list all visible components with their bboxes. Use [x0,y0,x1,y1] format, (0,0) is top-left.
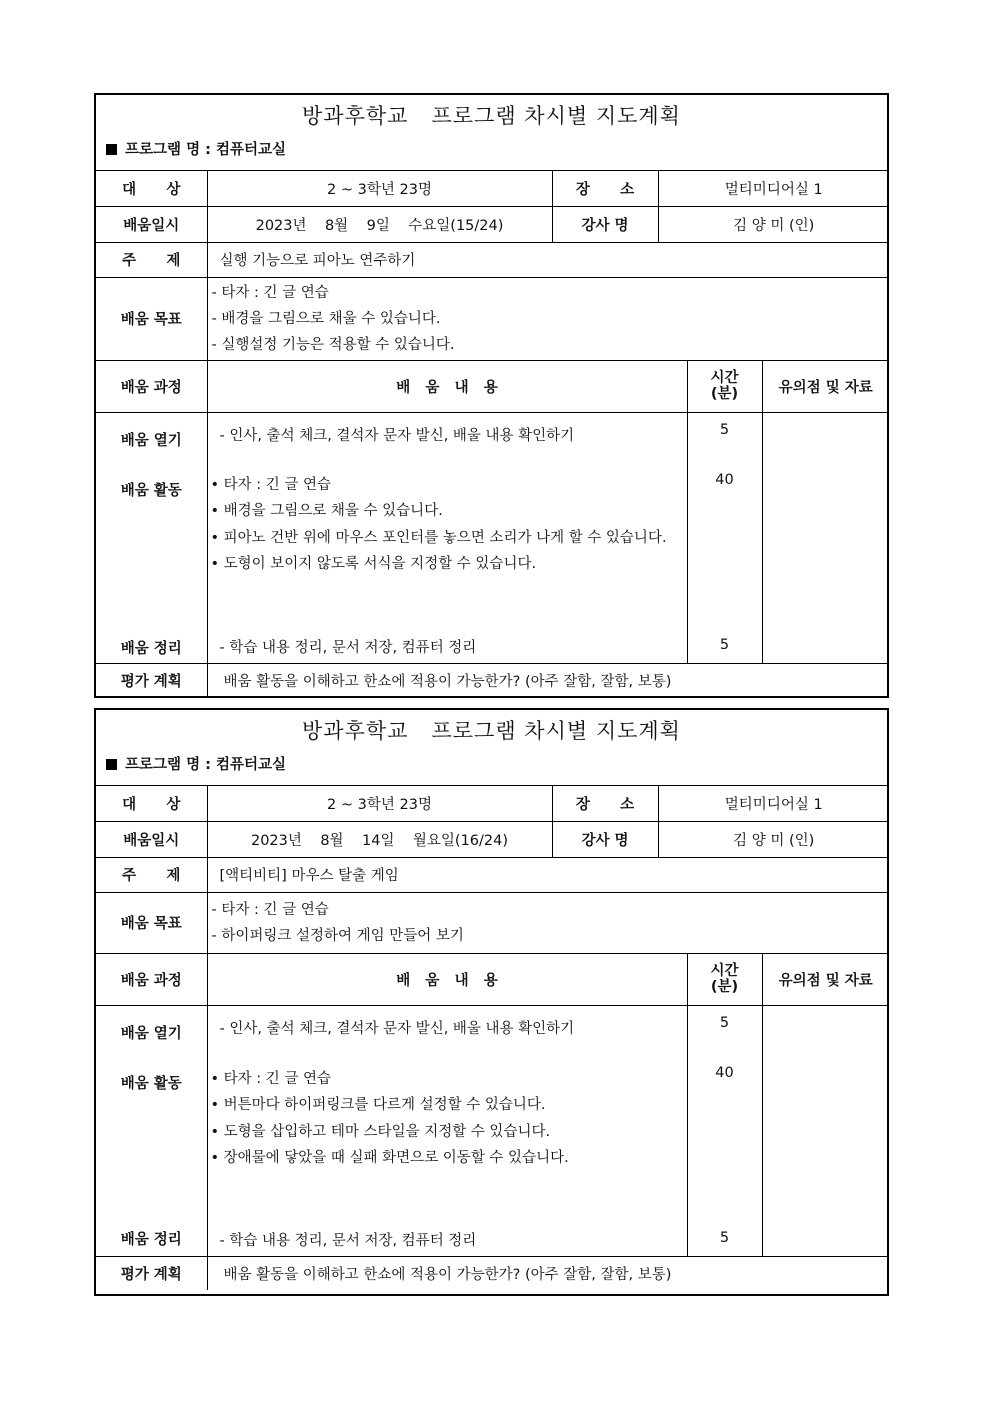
plan-table [96,171,889,697]
stage-column [96,1005,207,1256]
stage-activity: 배움 활동 [120,1075,182,1092]
goal-item: - 타자 : 긴 글 연습 [211,284,329,301]
closing-text: - 학습 내용 정리, 문서 저장, 컴퓨터 정리 [219,1232,477,1249]
goals-list [207,892,889,953]
time-header [687,953,762,1005]
goal-item: - 하이퍼링크 설정하여 게임 만들어 보기 [211,927,464,944]
stage-activity: 배움 활동 [120,482,182,499]
topic-row [96,857,889,892]
stage-opening: 배움 열기 [120,1025,182,1042]
evaluation-value: 배움 활동을 이해하고 한쇼에 적용이 가능한가? (아주 잘함, 잘함, 보통) [207,663,889,697]
evaluation-row [96,663,889,697]
goal-item: - 타자 : 긴 글 연습 [211,901,329,918]
date-label: 배움일시 [96,206,207,242]
teacher-label: 강사 명 [552,206,658,242]
lesson-plan-2 [94,708,889,1296]
notes-column [762,1005,889,1256]
activity-list [211,472,683,578]
stage-closing: 배움 정리 [120,640,182,657]
activity-item: • 타자 : 긴 글 연습 [210,476,332,493]
topic-value: [액티비티] 마우스 탈출 게임 [207,857,889,892]
activity-item: • 배경을 그림으로 채울 수 있습니다. [210,503,443,519]
topic-label: 주 제 [96,857,207,892]
goal-item: - 실행설정 기능은 적용할 수 있습니다. [211,336,455,353]
time-closing: 5 [719,1229,730,1246]
time-column [687,412,762,663]
process-header-row [96,953,889,1005]
program-name [96,750,887,786]
content-header: 배 움 내 용 [207,360,687,412]
place-label: 장 소 [552,786,658,821]
target-label: 대 상 [96,171,207,206]
notes-header: 유의점 및 자료 [762,953,889,1005]
date-row [96,821,889,857]
activity-item: • 타자 : 긴 글 연습 [210,1070,332,1087]
evaluation-label: 평가 계획 [96,1256,207,1290]
goals-label: 배움 목표 [96,892,207,953]
goals-row [96,277,889,360]
time-header-line2: (분) [710,979,739,995]
process-body-row [96,1005,889,1256]
content-column [207,1005,687,1256]
notes-column [762,412,889,663]
plan-table [96,786,889,1290]
content-header: 배 움 내 용 [207,953,687,1005]
evaluation-label: 평가 계획 [96,663,207,697]
goals-row [96,892,889,953]
activity-item: • 장애물에 닿았을 때 실패 화면으로 이동할 수 있습니다. [210,1150,569,1166]
time-activity: 40 [715,1064,734,1081]
teacher-value: 김 양 미 (인) [658,206,889,242]
teacher-label: 강사 명 [552,821,658,857]
place-value: 멀티미디어실 1 [658,786,889,821]
date-label: 배움일시 [96,821,207,857]
square-bullet-icon [106,759,117,770]
date-value: 2023년 8월 9일 수요일(15/24) [207,206,552,242]
time-activity: 40 [715,471,734,488]
process-header-row [96,360,889,412]
place-value: 멀티미디어실 1 [658,171,889,206]
topic-label: 주 제 [96,242,207,277]
date-value: 2023년 8월 14일 월요일(16/24) [207,821,552,857]
time-header [687,360,762,412]
program-name-label: 프로그램 명 : 컴퓨터교실 [125,142,287,158]
evaluation-value: 배움 활동을 이해하고 한쇼에 적용이 가능한가? (아주 잘함, 잘함, 보통) [207,1256,889,1290]
target-value: 2 ~ 3학년 23명 [207,786,552,821]
activity-item: • 피아노 건반 위에 마우스 포인터를 놓으면 소리가 나게 할 수 있습니다. [210,529,667,546]
time-header-line1: 시간 [710,963,739,979]
square-bullet-icon [106,144,117,155]
target-row [96,786,889,821]
program-name-label: 프로그램 명 : 컴퓨터교실 [125,757,287,773]
plan-title: 방과후학교 프로그램 차시별 지도계획 [302,104,681,128]
goals-label: 배움 목표 [96,277,207,360]
target-value: 2 ~ 3학년 23명 [207,171,552,206]
program-name [96,135,887,171]
date-row [96,206,889,242]
target-label: 대 상 [96,786,207,821]
goal-item: - 배경을 그림으로 채울 수 있습니다. [211,310,441,327]
evaluation-row [96,1256,889,1290]
place-label: 장 소 [552,171,658,206]
time-header-line2: (분) [710,386,739,402]
time-column [687,1005,762,1256]
opening-text: - 인사, 출석 체크, 결석자 문자 발신, 배울 내용 확인하기 [219,427,575,444]
goals-list [207,277,889,360]
process-body-row [96,412,889,663]
activity-list [211,1066,683,1172]
time-closing: 5 [719,636,730,653]
process-label: 배움 과정 [96,360,207,412]
topic-value: 실행 기능으로 피아노 연주하기 [207,242,889,277]
stage-closing: 배움 정리 [120,1231,182,1248]
plan-title: 방과후학교 프로그램 차시별 지도계획 [302,719,681,743]
target-row [96,171,889,206]
opening-text: - 인사, 출석 체크, 결석자 문자 발신, 배울 내용 확인하기 [219,1020,575,1037]
stage-column [96,412,207,663]
topic-row [96,242,889,277]
time-header-line1: 시간 [710,370,739,386]
activity-item: • 도형이 보이지 않도록 서식을 지정할 수 있습니다. [210,556,537,572]
stage-opening: 배움 열기 [120,432,182,449]
time-opening: 5 [719,421,730,438]
content-column [207,412,687,663]
process-label: 배움 과정 [96,953,207,1005]
notes-header: 유의점 및 자료 [762,360,889,412]
activity-item: • 버튼마다 하이퍼링크를 다르게 설정할 수 있습니다. [210,1097,546,1113]
time-opening: 5 [719,1014,730,1031]
closing-text: - 학습 내용 정리, 문서 저장, 컴퓨터 정리 [219,639,477,656]
teacher-value: 김 양 미 (인) [658,821,889,857]
lesson-plan-1 [94,93,889,698]
activity-item: • 도형을 삽입하고 테마 스타일을 지정할 수 있습니다. [210,1123,551,1140]
